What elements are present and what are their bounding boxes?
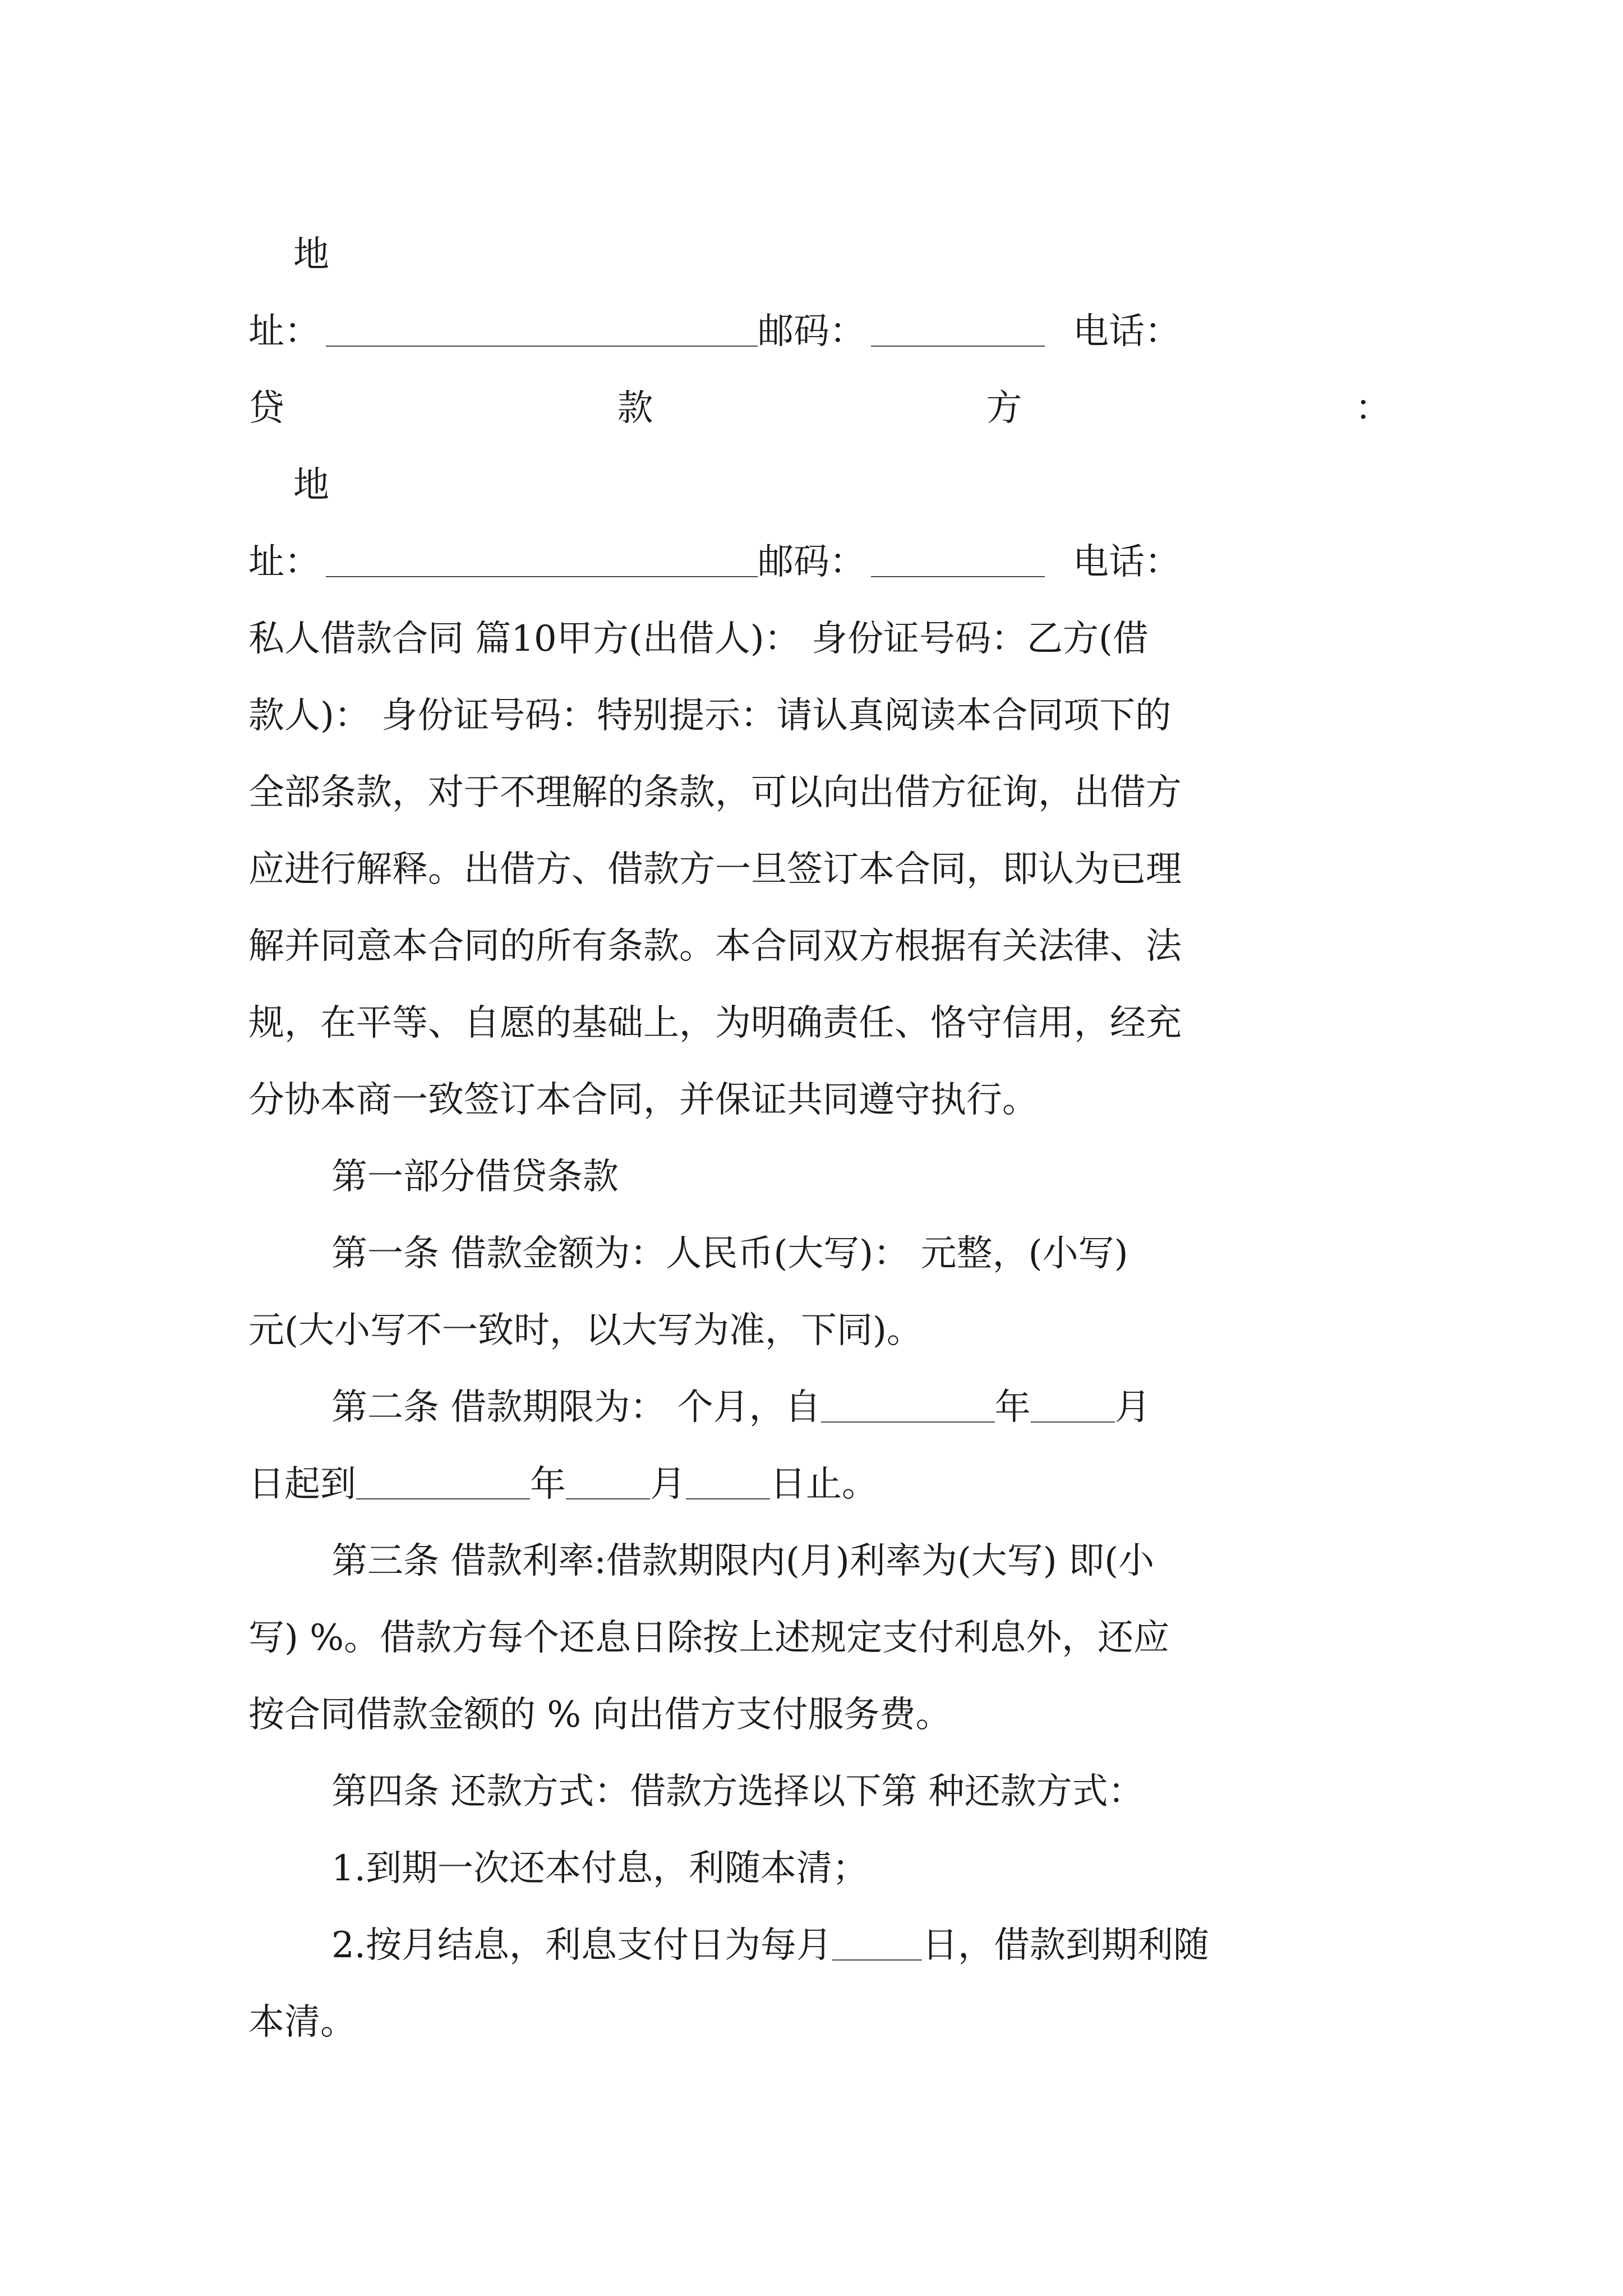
- address-label-end: 址：: [248, 541, 320, 583]
- intro-line: 解并同意本合同的所有条款。本合同双方根据有关法律、法: [248, 926, 1182, 967]
- contract-body: [248, 217, 1391, 2061]
- postcode-label: 邮码：: [758, 541, 865, 583]
- address-label-start: 地: [293, 464, 329, 506]
- repayment-option-2: [248, 1907, 1391, 1984]
- address-label-end: 址：: [248, 311, 320, 352]
- article-1-line: 第一条 借款金额为：人民币(大写)： 元整，(小写): [331, 1233, 1128, 1274]
- intro-paragraph: [248, 601, 1391, 1139]
- intro-line: 规，在平等、自愿的基础上，为明确责任、恪守信用，经充: [248, 1002, 1182, 1044]
- year-label: 年: [530, 1464, 566, 1505]
- address-line-2: [248, 447, 1391, 524]
- article-3-line: 按合同借款金额的 % 向出借方支付服务费。: [248, 1694, 952, 1736]
- article-3-line: 写) %。借款方每个还息日除按上述规定支付利息外，还应: [248, 1617, 1170, 1659]
- borrower-label-line: [248, 370, 1391, 447]
- intro-line: 私人借款合同 篇10甲方(出借人)： 身份证号码：乙方(借: [248, 618, 1149, 660]
- month-label: 月: [650, 1464, 686, 1505]
- postcode-label: 邮码：: [758, 311, 865, 352]
- end-year-field[interactable]: [356, 1498, 530, 1499]
- intro-line: 款人)： 身份证号码：特别提示：请认真阅读本合同项下的: [248, 695, 1172, 737]
- article-2-line-2: [248, 1446, 1391, 1523]
- phone-label: 电话：: [1073, 311, 1181, 352]
- address-field[interactable]: [326, 576, 758, 577]
- article-2-line-1: [248, 1369, 1391, 1446]
- section-title: 第一部分借贷条款: [331, 1156, 619, 1198]
- borrower-char-2: 款: [617, 388, 653, 429]
- intro-line: 应进行解释。出借方、借款方一旦签订本合同，即认为已理: [248, 849, 1182, 890]
- borrower-colon: ：: [1354, 388, 1391, 429]
- article-2-text: 日起到: [248, 1464, 356, 1505]
- address-line-1: [248, 217, 1391, 293]
- option-2-text-cont: 日，借款到期利随: [922, 1925, 1210, 1966]
- month-label: 月: [1114, 1387, 1151, 1428]
- start-year-field[interactable]: [821, 1421, 995, 1423]
- year-label: 年: [994, 1387, 1031, 1428]
- option-2-text: 2.按月结息，利息支付日为每月: [331, 1925, 833, 1966]
- article-3-line: 第三条 借款利率:借款期限内(月)利率为(大写) 即(小: [331, 1540, 1155, 1582]
- borrower-char-1: 贷: [248, 388, 284, 429]
- end-month-field[interactable]: [566, 1498, 650, 1499]
- address-field[interactable]: [326, 346, 758, 347]
- end-day-field[interactable]: [686, 1498, 770, 1499]
- article-1-line: 元(大小写不一致时，以大写为准，下同)。: [248, 1310, 923, 1351]
- address-postcode-phone-line-2: [248, 524, 1391, 601]
- repayment-option-2-end: 本清。: [248, 2001, 356, 2043]
- borrower-char-3: 方: [986, 388, 1022, 429]
- article-2-end: 日止。: [770, 1464, 878, 1505]
- start-month-field[interactable]: [1031, 1421, 1115, 1423]
- postcode-field[interactable]: [871, 576, 1045, 577]
- intro-line: 全部条款，对于不理解的条款，可以向出借方征询，出借方: [248, 772, 1182, 813]
- article-4-line: 第四条 还款方式：借款方选择以下第 种还款方式：: [331, 1771, 1144, 1812]
- address-label-start: 地: [293, 234, 329, 275]
- intro-line: 分协本商一致签订本合同，并保证共同遵守执行。: [248, 1079, 1038, 1121]
- repayment-option-1: 1.到期一次还本付息，利随本清；: [331, 1848, 869, 1889]
- payment-day-field[interactable]: [832, 1959, 922, 1961]
- postcode-field[interactable]: [871, 346, 1045, 347]
- article-2-text: 第二条 借款期限为： 个月，自: [331, 1387, 821, 1428]
- address-postcode-phone-line-1: [248, 293, 1391, 370]
- phone-label: 电话：: [1073, 541, 1181, 583]
